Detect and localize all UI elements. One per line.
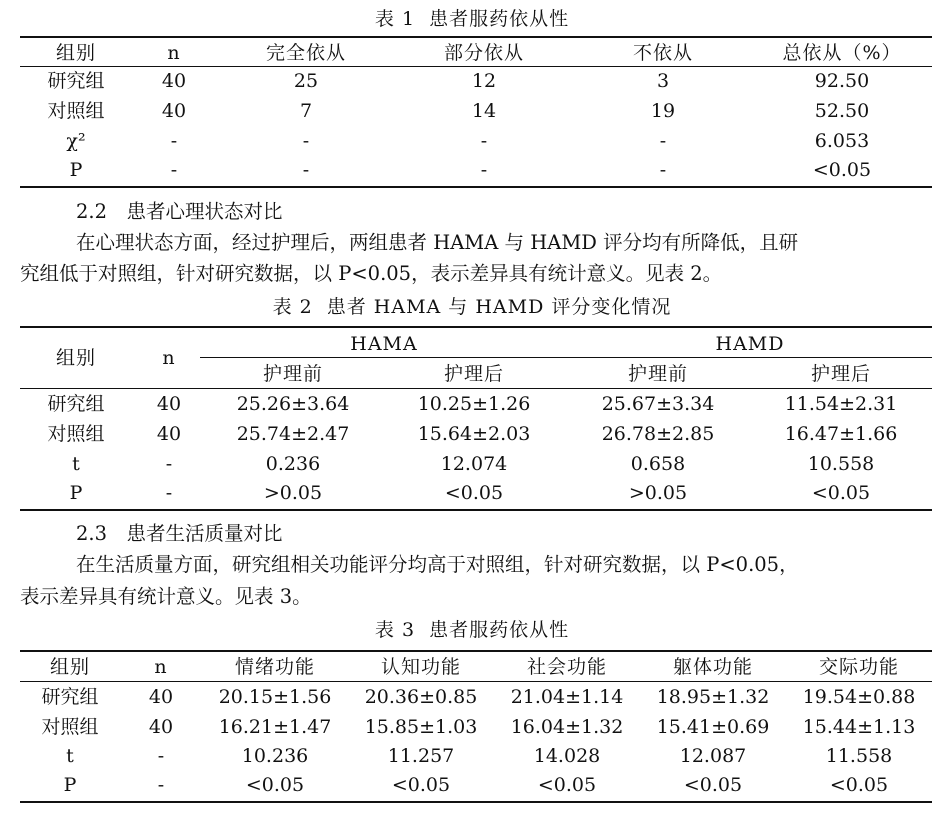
table1-bottom-rule [20,186,932,188]
table-cell: 12.074 [440,453,508,475]
table-cell: P [69,482,83,504]
table1-top-rule [20,36,932,38]
table-cell: 25.74±2.47 [236,423,350,445]
table-cell: 10.558 [807,453,875,475]
table-cell: - [157,745,165,767]
table-cell: 40 [156,393,182,415]
table3-header-physical: 躯体功能 [672,656,754,678]
table-cell: 研究组 [47,393,105,415]
table3-header-communication: 交际功能 [818,656,900,678]
table-cell: - [170,159,178,181]
table1-header-rule [20,66,932,67]
table2-subheader-hama-after: 护理后 [443,363,505,385]
table-cell: 11.558 [825,745,893,767]
table-cell: P [63,774,77,796]
table1-header-partial: 部分依从 [443,42,525,64]
table-cell: - [480,159,488,181]
table2-caption-text: 患者 HAMA 与 HAMD 评分变化情况 [326,296,672,318]
table2-caption-number: 表 2 [272,296,313,318]
table-cell: 12 [471,70,497,92]
table-cell: P [69,159,83,181]
table3-header-n: n [154,656,168,678]
table1-header-total: 总依从（%） [782,42,902,64]
table2-header-n: n [162,347,176,369]
table-cell: - [659,130,667,152]
table2-header-hama: HAMA [350,333,418,355]
table-cell: 对照组 [41,716,99,738]
section-heading-2-2: 2.2 患者心理状态对比 [76,200,283,223]
table-cell: <0.05 [537,774,597,796]
table-cell: - [302,130,310,152]
section-2-3-paragraph-line1: 在生活质量方面，研究组相关功能评分均高于对照组，针对研究数据，以 P<0.05， [76,553,799,576]
table-cell: 19 [650,100,676,122]
table3-header-social: 社会功能 [526,656,608,678]
table-cell: 6.053 [814,130,870,152]
table-cell: >0.05 [263,482,323,504]
table3-header-emotion: 情绪功能 [234,656,316,678]
table-cell: >0.05 [628,482,688,504]
table-cell: 14 [471,100,497,122]
table-cell: 12.087 [679,745,747,767]
table1-caption-text: 患者服药依从性 [429,8,570,30]
table1-header-group: 组别 [55,42,97,64]
table-cell: - [165,453,173,475]
table-cell: 7 [299,100,313,122]
table-cell: - [480,130,488,152]
table-cell: 25 [293,70,319,92]
table3-caption [0,615,944,642]
table2-caption [0,292,944,319]
table-cell: 21.04±1.14 [510,686,624,708]
table-cell: t [66,745,74,767]
table-cell: 研究组 [47,70,105,92]
table3-header-cognition: 认知功能 [380,656,462,678]
table-cell: 对照组 [47,100,105,122]
table-cell: 15.64±2.03 [417,423,531,445]
table-cell: 52.50 [814,100,870,122]
table-cell: 25.26±3.64 [236,393,350,415]
table-cell: <0.05 [829,774,889,796]
table-cell: 40 [156,423,182,445]
table-cell: 18.95±1.32 [656,686,770,708]
table-cell: 0.658 [630,453,686,475]
table-cell: 19.54±0.88 [802,686,916,708]
table-cell: 0.236 [265,453,321,475]
table1-caption [0,4,944,31]
table2-subheader-hamd-before: 护理前 [627,363,689,385]
table-cell: 16.04±1.32 [510,716,624,738]
table1-header-none: 不依从 [632,42,694,64]
table-cell: 11.54±2.31 [784,393,898,415]
section-2-2-paragraph-line1: 在心理状态方面，经过护理后，两组患者 HAMA 与 HAMD 评分均有所降低，且研 [76,231,799,254]
table-cell: 10.236 [241,745,309,767]
section-2-3-paragraph-line2: 表示差异具有统计意义。见表 3。 [20,585,312,608]
table3-bottom-rule [20,801,932,803]
table-cell: <0.05 [245,774,305,796]
table-cell: - [170,130,178,152]
table-cell: χ² [66,130,86,152]
table-cell: <0.05 [391,774,451,796]
table3-header-group: 组别 [49,656,91,678]
table2-subheader-hama-before: 护理前 [262,363,324,385]
table2-header-hamd: HAMD [715,333,785,355]
table-cell: 15.44±1.13 [802,716,916,738]
table-cell: 11.257 [387,745,455,767]
table-cell: 10.25±1.26 [417,393,531,415]
table1-caption-number: 表 1 [374,8,416,30]
table-cell: - [302,159,310,181]
table-cell: 40 [148,686,174,708]
table-cell: 研究组 [41,686,99,708]
table2-bottom-rule [20,509,932,511]
table2-subheader-hamd-after: 护理后 [810,363,872,385]
table-cell: 20.15±1.56 [218,686,332,708]
section-2-2-paragraph-line2: 究组低于对照组，针对研究数据，以 P<0.05，表示差异具有统计意义。见表 2。 [20,262,723,285]
table-cell: 25.67±3.34 [601,393,715,415]
table-cell: <0.05 [812,159,872,181]
table-cell: <0.05 [811,482,871,504]
table-cell: 40 [161,70,187,92]
table3-caption-text: 患者服药依从性 [429,619,570,641]
table-cell: 16.47±1.66 [784,423,898,445]
table-cell: <0.05 [683,774,743,796]
table-cell: 15.85±1.03 [364,716,478,738]
section-heading-2-3: 2.3 患者生活质量对比 [76,522,283,545]
table-cell: 对照组 [47,423,105,445]
table-cell: - [165,482,173,504]
table2-header-rule [20,388,932,389]
table-cell: 16.21±1.47 [218,716,332,738]
table-cell: 3 [656,70,670,92]
table-cell: 40 [148,716,174,738]
table-cell: <0.05 [444,482,504,504]
table-cell: 14.028 [533,745,601,767]
table2-top-rule [20,326,932,328]
table-cell: 26.78±2.85 [601,423,715,445]
table3-top-rule [20,650,932,652]
table-cell: 20.36±0.85 [364,686,478,708]
table-cell: - [659,159,667,181]
table-cell: - [157,774,165,796]
table2-header-group: 组别 [55,347,97,369]
table1-header-full: 完全依从 [265,42,347,64]
table3-caption-number: 表 3 [374,619,416,641]
table3-header-rule [20,681,932,682]
table-cell: 92.50 [814,70,870,92]
table-cell: 40 [161,100,187,122]
table2-group-rule [200,357,932,358]
table-cell: 15.41±0.69 [656,716,770,738]
table-cell: t [72,453,80,475]
table1-header-n: n [167,42,181,64]
